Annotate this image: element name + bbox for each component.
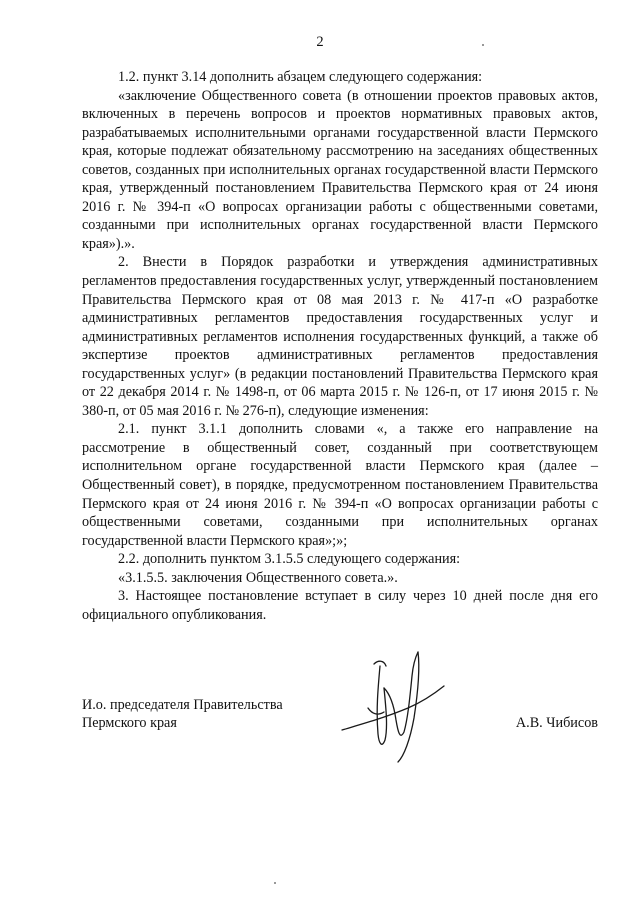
paragraph-2-2: 2.2. дополнить пунктом 3.1.5.5 следующего содержания:: [118, 551, 461, 568]
page-number: 2: [316, 34, 324, 50]
signatory-position-line2: Пермского края: [82, 715, 177, 731]
signatory-position: [82, 696, 283, 732]
scan-speck-bottom: [274, 882, 276, 884]
signatory-name: А.В. Чибисов: [515, 715, 598, 731]
paragraph-quote-conclusion: «заключение Общественного совета (в отношении проектов правовых актов, включенных в перечень вопросов и проектов нормативных правовых актов, разрабатываемых исполнительными органами государственной власти Пермского края, которые подлежат обязательному рассмотрению на заседаниях общественных советов, созданных при исполнительных органах государственной власти Пермского края, утвержденный постановлением Правительства Пермского края от 24 июня 2016 г. № 394-п «О вопросах организации работы с общественными советами, созданными при исполнительных органах государственной власти Пермского края»).».: [82, 87, 598, 252]
signature-block: [82, 696, 598, 756]
paragraph-quote-3-1-5-5: «3.1.5.5. заключения Общественного совета.».: [118, 569, 398, 586]
paragraph-2-1: 2.1. пункт 3.1.1 дополнить словами «, а также его направление на рассмотрение в общественный совет, созданный при соответствующем исполнительном органе государственной власти Пермского края (далее – Общественный совет), в порядке, предусмотренном постановлением Правительства Пермского края от 24 июня 2016 г. № 394-п «О вопросах организации работы с общественными советами, созданными при исполнительных органах государственной власти Пермского края»;»;: [82, 421, 598, 549]
signatory-position-line1: И.о. председателя Правительства: [82, 697, 283, 713]
paragraph-2: 2. Внести в Порядок разработки и утверждения административных регламентов предоставления государственных услуг, утвержденный постановлением Правительства Пермского края от 08 мая 2013 г. № 417-п «О разработке административных регламентов предоставления государственных услуг и административных регламентов исполнения государственных функций, а также об экспертизе проектов административных регламентов предоставления государственных услуг» (в редакции постановлений Правительства Пермского края от 22 декабря 2014 г. № 1498-п, от 06 марта 2015 г. № 126-п, от 17 июня 2015 г. № 380-п, от 05 мая 2016 г. № 276-п), следующие изменения:: [82, 254, 598, 419]
paragraph-3: 3. Настоящее постановление вступает в силу через 10 дней после дня его официального опубликования.: [82, 588, 598, 623]
document-body: [82, 68, 598, 624]
paragraph-1-2: 1.2. пункт 3.14 дополнить абзацем следующего содержания:: [118, 69, 483, 85]
